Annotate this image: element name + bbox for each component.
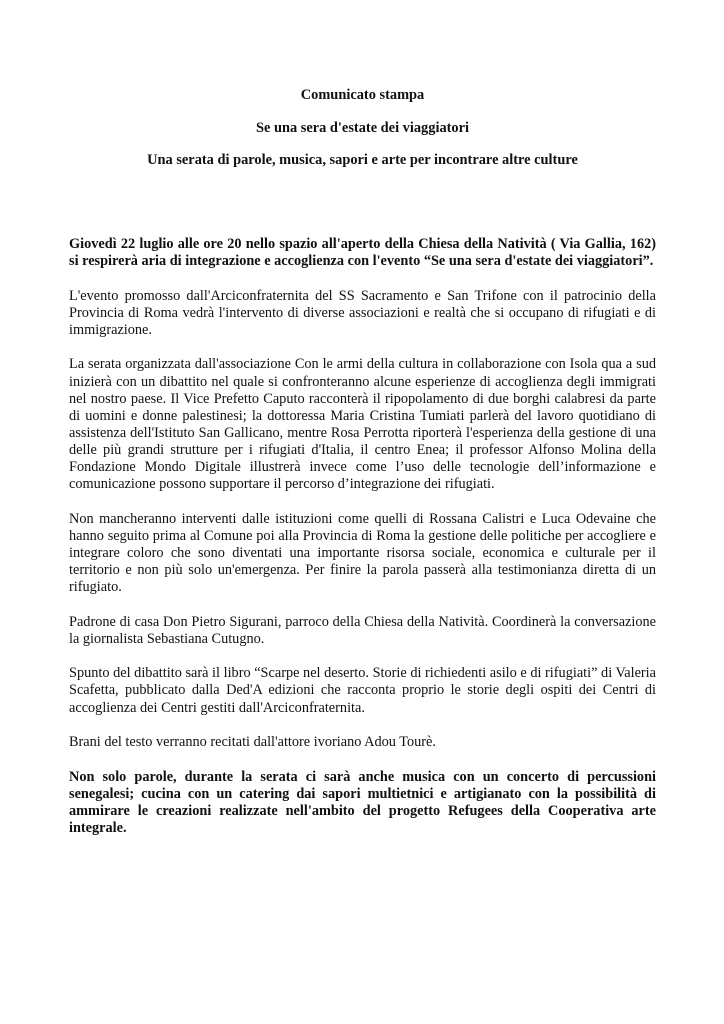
intro-paragraph: Giovedì 22 luglio alle ore 20 nello spazio all'aperto della Chiesa della Natività ( Via Gallia, 162) si respirerà aria di integrazione e accoglienza con l'evento “Se una sera d'estate dei viaggiatori”.: [69, 236, 656, 270]
host-paragraph: Padrone di casa Don Pietro Sigurani, parroco della Chiesa della Natività. Coordinerà la conversazione la giornalista Sebastiana Cutugno.: [69, 613, 656, 647]
promoter-paragraph: L'evento promosso dall'Arciconfraternita del SS Sacramento e San Trifone con il patrocinio della Provincia di Roma vedrà l'intervento di diverse associazioni e realtà che si occupano di rifugiati e di immigrazione.: [69, 287, 656, 338]
reading-paragraph: Brani del testo verranno recitati dall'attore ivoriano Adou Tourè.: [69, 734, 436, 751]
press-release-body: [69, 236, 656, 855]
closing-paragraph: Non solo parole, durante la serata ci sarà anche musica con un concerto di percussioni senegalesi; cucina con un catering dai sapori multietnici e artigianato con la possibilità di ammirare le creazioni realizzate nell'ambito del progetto Refugees della Cooperativa arte integrale.: [69, 768, 656, 837]
document-label: Comunicato stampa: [300, 87, 425, 103]
institutions-paragraph: Non mancheranno interventi dalle istituzioni come quelli di Rossana Calistri e Luca Odevaine che hanno seguito prima al Comune poi alla Provincia di Roma la gestione delle politiche per accogliere e integrare coloro che sono diventati una importante risorsa sociale, economica e culturale per il territorio e non più solo un'emergenza. Per finire la parola passerà alla testimonianza diretta di un rifugiato.: [69, 510, 656, 596]
event-title: Se una sera d'estate dei viaggiatori: [255, 120, 470, 136]
event-subtitle: Una serata di parole, musica, sapori e arte per incontrare altre culture: [147, 152, 578, 168]
book-paragraph: Spunto del dibattito sarà il libro “Scarpe nel deserto. Storie di richiedenti asilo e di rifugiati” di Valeria Scafetta, pubblicato dalla Ded'A edizioni che racconta proprio le storie degli ospiti dei Centri di accoglienza dei Centri gestiti dall'Arciconfraternita.: [69, 665, 656, 716]
debate-paragraph: La serata organizzata dall'associazione Con le armi della cultura in collaborazione con Isola qua a sud inizierà con un dibattito nel quale si confronteranno alcune esperienze di accoglienza degli immigrati nel nostro paese. Il Vice Prefetto Caputo racconterà il ripopolamento di due borghi calabresi da parte di uomini e donne palestinesi; la dottoressa Maria Cristina Tumiati parlerà del lavoro quotidiano di assistenza dell'Istituto San Gallicano, mentre Rosa Perrotta riporterà l'esperienza della gestione di una delle più grandi strutture per i rifugiati d'Italia, il centro Enea; il professor Alfonso Molina della Fondazione Mondo Digitale illustrerà invece come l’uso delle tecnologie dell’informazione e comunicazione possono supportare il percorso d’integrazione dei rifugiati.: [69, 356, 656, 493]
